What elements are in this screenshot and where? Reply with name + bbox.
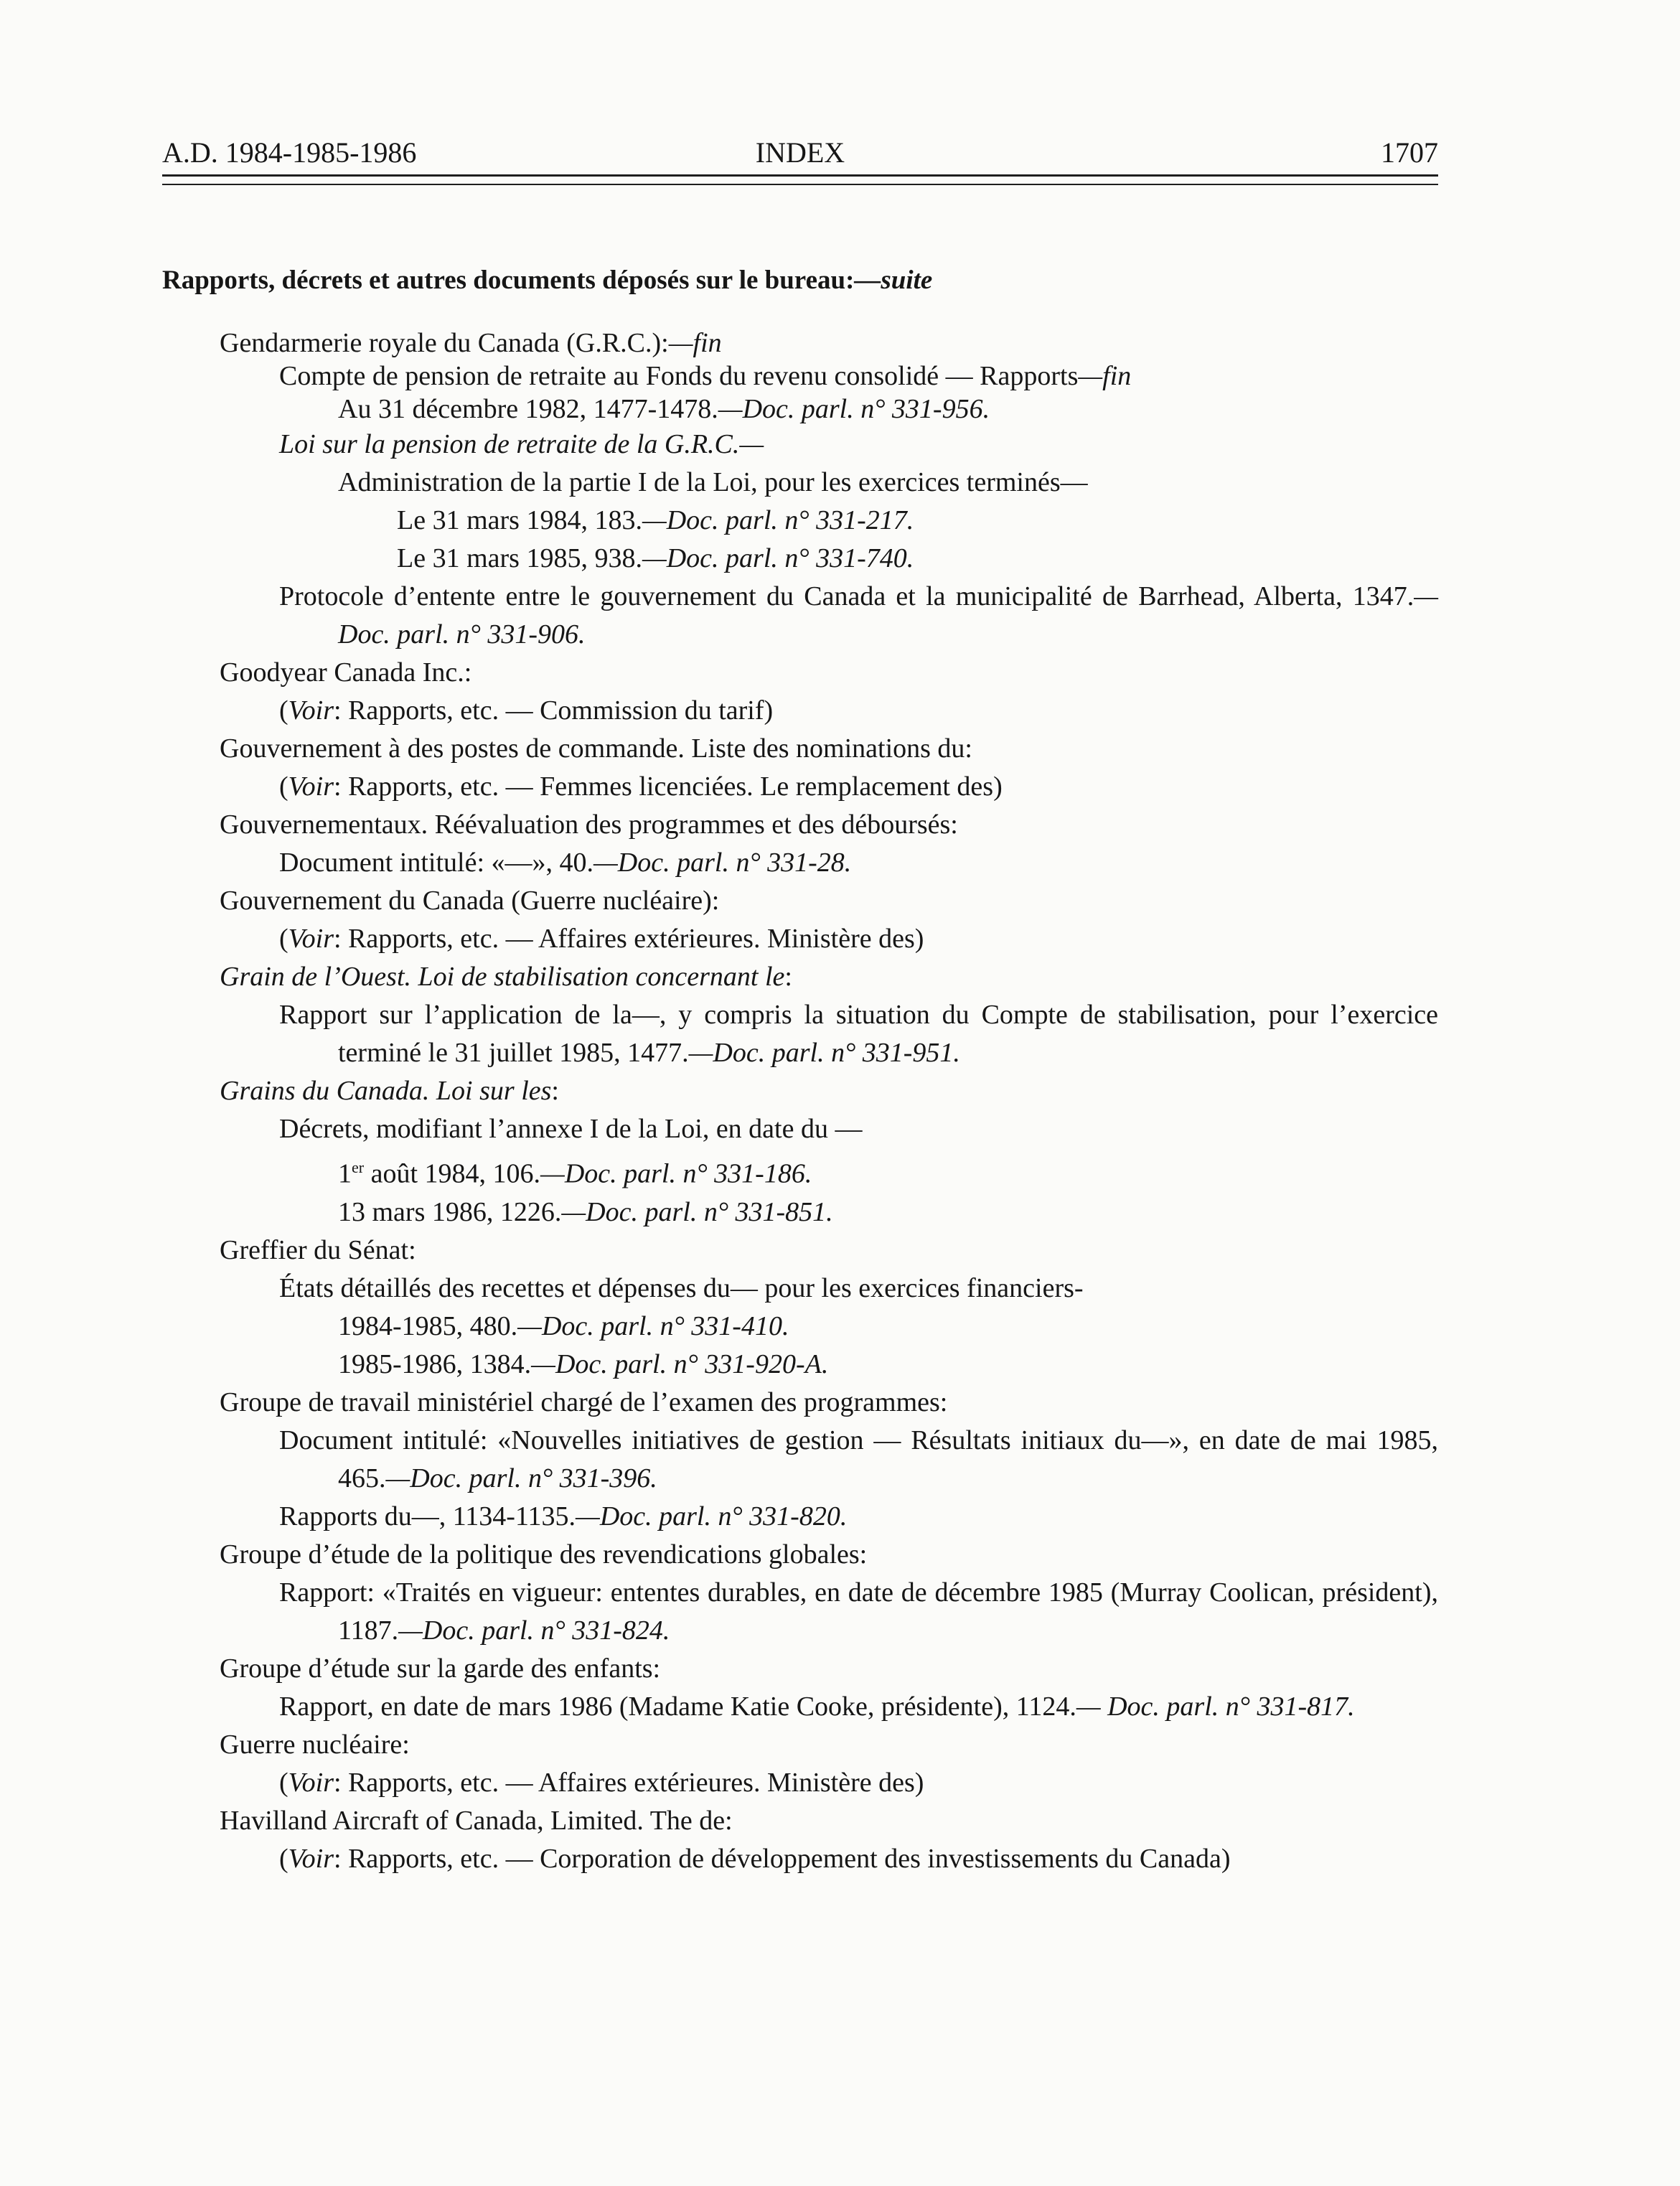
entry-heading: Guerre nucléaire: [220, 1729, 410, 1760]
subentry-item: 1er août 1984, 106.—Doc. parl. n° 331-186. [338, 1158, 812, 1189]
subentry: Loi sur la pension de retraite de la G.R.C.— [279, 429, 764, 459]
subentry-item: Administration de la partie I de la Loi, pour les exercices terminés— [338, 467, 1088, 497]
entry-heading: Gouvernement du Canada (Guerre nucléaire): [220, 886, 720, 916]
entry-heading: Gouvernementaux. Réévaluation des programmes et des déboursés: [220, 810, 958, 840]
subentry: Document intitulé: «—», 40.—Doc. parl. n° 331-28. [279, 848, 852, 878]
entry-greffier [162, 1232, 1438, 1384]
see-reference: (Voir: Rapports, etc. — Affaires extérieures. Ministère des) [279, 1767, 924, 1798]
entry-heading: Gouvernement à des postes de commande. Liste des nominations du: [220, 733, 972, 764]
entry-guerre-nucleaire [162, 1726, 1438, 1802]
subentry: Rapport, en date de mars 1986 (Madame Katie Cooke, présidente), 1124.— Doc. parl. n° 331-817. [279, 1691, 1355, 1722]
entry-heading: Groupe de travail ministériel chargé de l’examen des programmes: [220, 1387, 948, 1417]
subentry: Décrets, modifiant l’annexe I de la Loi, en date du — [279, 1114, 863, 1144]
index-content [162, 261, 1438, 1878]
running-header [162, 133, 1438, 173]
subentry-item: 13 mars 1986, 1226.—Doc. parl. n° 331-851. [338, 1196, 833, 1227]
entry-heading: Groupe d’étude de la politique des revendications globales: [220, 1539, 868, 1570]
see-reference: (Voir: Rapports, etc. — Femmes licenciées. Le remplacement des) [279, 771, 1003, 802]
subentry: Compte de pension de retraite au Fonds du revenu consolidé — Rapports—fin [279, 361, 1132, 391]
entry-gouvernementaux [162, 806, 1438, 882]
subentry: Rapport sur l’application de la—, y compris la situation du Compte de stabilisation, pour l’exercice terminé le 31 juillet 1985, 1477.—Doc. parl. n° 331-951. [279, 1000, 1438, 1068]
entry-heading: Greffier du Sénat: [220, 1234, 416, 1265]
subentry: Rapports du—, 1134-1135.—Doc. parl. n° 331-820. [279, 1501, 848, 1531]
entry-grain-ouest [162, 958, 1438, 1072]
subentry: Rapport: «Traités en vigueur: ententes durables, en date de décembre 1985 (Murray Coolican, président), 1187.—Doc. parl. n° 331-824. [279, 1577, 1438, 1646]
subentry: Protocole d’entente entre le gouvernement du Canada et la municipalité de Barrhead, Alberta, 1347.—Doc. parl. n° 331-906. [279, 581, 1438, 649]
entry-goodyear [162, 654, 1438, 730]
entry-heading: Havilland Aircraft of Canada, Limited. The de: [220, 1805, 733, 1836]
subentry: États détaillés des recettes et dépenses du— pour les exercices financiers- [279, 1272, 1084, 1303]
header-rule-bottom [162, 184, 1438, 185]
entry-grains-canada [162, 1072, 1438, 1232]
entry-grc [162, 327, 1438, 654]
subentry: Document intitulé: «Nouvelles initiatives de gestion — Résultats initiaux du—», en date de mai 1985, 465.—Doc. parl. n° 331-396. [279, 1425, 1438, 1493]
section-heading: Rapports, décrets et autres documents déposés sur le bureau:—suite [162, 266, 933, 295]
entry-havilland [162, 1802, 1438, 1878]
entry-heading: Goodyear Canada Inc.: [220, 657, 472, 688]
header-title: INDEX [755, 136, 845, 169]
entry-heading: Gendarmerie royale du Canada (G.R.C.):—fin [220, 328, 722, 358]
entry-gouvernement-canada [162, 882, 1438, 958]
entry-gouvernement-postes [162, 730, 1438, 806]
entry-groupe-revendications [162, 1536, 1438, 1650]
header-years: A.D. 1984-1985-1986 [162, 136, 417, 169]
page-number: 1707 [1381, 136, 1438, 169]
subentry-item: Au 31 décembre 1982, 1477-1478.—Doc. parl. n° 331-956. [338, 394, 990, 424]
subentry-item: 1985-1986, 1384.—Doc. parl. n° 331-920-A. [338, 1348, 829, 1379]
see-reference: (Voir: Rapports, etc. — Corporation de développement des investissements du Canada) [279, 1843, 1231, 1874]
subentry-item: 1984-1985, 480.—Doc. parl. n° 331-410. [338, 1310, 789, 1341]
entry-heading: Groupe d’étude sur la garde des enfants: [220, 1653, 661, 1684]
entry-groupe-ministeriel [162, 1384, 1438, 1536]
entry-groupe-garde-enfants [162, 1650, 1438, 1726]
header-rule-top [162, 174, 1438, 177]
subentry-item: Le 31 mars 1985, 938.—Doc. parl. n° 331-740. [397, 543, 914, 573]
entry-heading: Grains du Canada. Loi sur les: [220, 1076, 559, 1106]
see-reference: (Voir: Rapports, etc. — Affaires extérieures. Ministère des) [279, 924, 924, 954]
see-reference: (Voir: Rapports, etc. — Commission du tarif) [279, 695, 774, 726]
subentry-item: Le 31 mars 1984, 183.—Doc. parl. n° 331-217. [397, 505, 914, 535]
entry-heading: Grain de l’Ouest. Loi de stabilisation concernant le: [220, 962, 792, 992]
